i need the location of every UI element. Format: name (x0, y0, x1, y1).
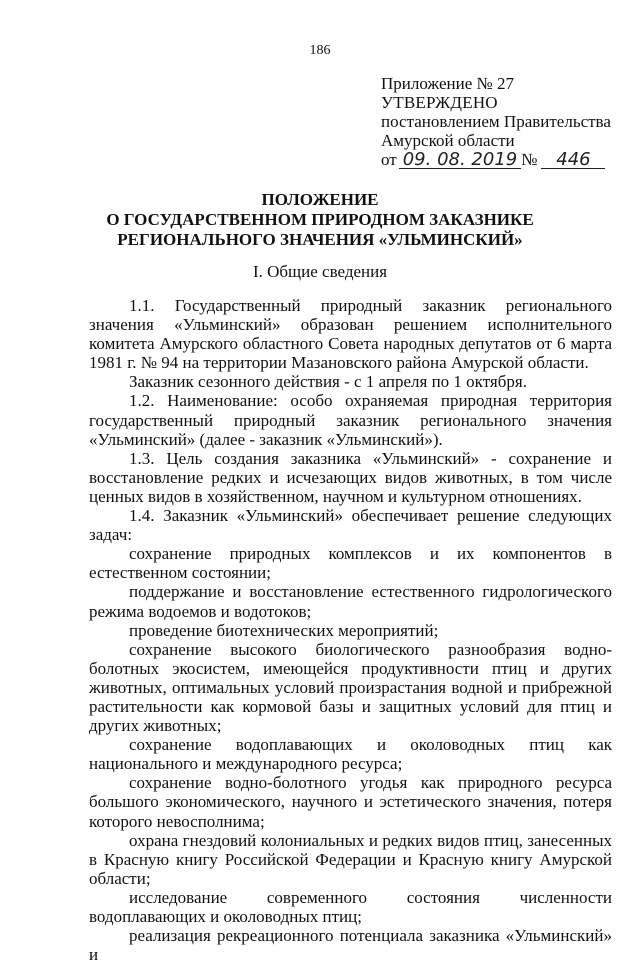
appendix-label: Приложение № 27 (381, 74, 514, 93)
task-item: исследование современного состояния численности водоплавающих и околоводных птиц; (89, 887, 612, 926)
page-number: 186 (309, 43, 331, 58)
section-heading: I. Общие сведения (252, 262, 388, 281)
paragraph-1-2: 1.2. Наименование: особо охраняемая природная территория государственный природный заказник регионального значения «Ульминский» (далее - заказник «Ульминский»). (89, 391, 612, 449)
approval-stamp-block (381, 74, 621, 169)
decree-label: постановлением Правительства (381, 112, 611, 131)
title-line-1: ПОЛОЖЕНИЕ (261, 190, 379, 209)
approved-label: УТВЕРЖДЕНО (381, 93, 498, 112)
task-item: сохранение природных комплексов и их компонентов в естественном состоянии; (89, 544, 612, 583)
task-item: проведение биотехнических мероприятий; (129, 620, 439, 640)
region-label: Амурской области (381, 131, 515, 150)
task-item: реализация рекреационного потенциала заказника «Ульминский» и (89, 926, 612, 964)
number-prefix: № (521, 150, 538, 169)
date-number-line (381, 150, 621, 169)
task-item: сохранение высокого биологического разнообразия водно-болотных экосистем, имеющейся продуктивности птиц и других животных, оптимальных условий произрастания водной и прибрежной растительности как кормовой базы и защитных условий для птиц и других животных; (89, 639, 612, 736)
document-body (89, 296, 612, 964)
paragraph-1-4: 1.4. Заказник «Ульминский» обеспечивает решение следующих задач: (89, 506, 612, 545)
handwritten-date: 09. 08. 2019 (399, 151, 522, 169)
handwritten-number: 446 (541, 151, 605, 169)
title-line-3: РЕГИОНАЛЬНОГО ЗНАЧЕНИЯ «УЛЬМИНСКИЙ» (117, 230, 523, 249)
task-item: поддержание и восстановление естественного гидрологического режима водоемов и водотоков; (89, 582, 612, 621)
title-line-2: О ГОСУДАРСТВЕННОМ ПРИРОДНОМ ЗАКАЗНИКЕ (106, 210, 534, 229)
date-prefix: от (381, 150, 397, 169)
task-item: охрана гнездовий колониальных и редких видов птиц, занесенных в Красную книгу Российской Федерации и Красную книгу Амурской области; (89, 830, 612, 888)
paragraph-1-3: 1.3. Цель создания заказника «Ульминский» - сохранение и восстановление редких и исчезающих видов животных, в том числе ценных видов в хозяйственном, научном и культурном отношениях. (89, 448, 612, 506)
task-item: сохранение водно-болотного угодья как природного ресурса большого экономического, научного и эстетического значения, потеря которого невосполнима; (89, 773, 612, 831)
paragraph-1-1: 1.1. Государственный природный заказник регионального значения «Ульминский» образован решением исполнительного комитета Амурского областного Совета народных депутатов от 6 марта 1981 г. № 94 на территории Мазановского района Амурской области. (89, 296, 612, 373)
task-item: сохранение водоплавающих и околоводных птиц как национального и международного ресурса; (89, 735, 612, 774)
document-title (0, 190, 640, 250)
paragraph-season: Заказник сезонного действия - с 1 апреля по 1 октября. (129, 372, 527, 392)
